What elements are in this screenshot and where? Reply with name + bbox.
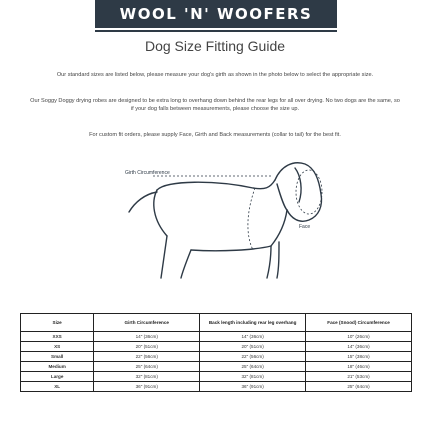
cell-back-length: 32" (81cm): [200, 372, 306, 382]
cell-back-length: 36" (91cm): [200, 382, 306, 392]
brand-underline: [95, 30, 337, 32]
header-back-length: Back length including rear leg overhang: [200, 314, 306, 332]
cell-back-length: 25" (64cm): [200, 362, 306, 372]
cell-face: 21" (53cm): [306, 372, 412, 382]
cell-back-length: 22" (56cm): [200, 352, 306, 362]
table-row: [21, 362, 412, 372]
cell-girth: 25" (64cm): [94, 362, 200, 372]
cell-size: XS: [21, 342, 94, 352]
cell-size: Large: [21, 372, 94, 382]
cell-girth: 14" (36cm): [94, 332, 200, 342]
cell-face: 14" (36cm): [306, 342, 412, 352]
table-header-row: [21, 314, 412, 332]
size-table: [20, 313, 412, 392]
header-face: Face (Snood) Circumference: [306, 314, 412, 332]
cell-girth: 20" (51cm): [94, 342, 200, 352]
table-row: [21, 342, 412, 352]
cell-size: XXS: [21, 332, 94, 342]
table-row: [21, 382, 412, 392]
cell-back-length: 20" (51cm): [200, 342, 306, 352]
cell-girth: 36" (91cm): [94, 382, 200, 392]
robe-info-paragraph: Our Soggy Doggy drying robes are designed to be extra long to overhang down behind the rear legs for all over drying. No two dogs are the same, so if your dog falls between measurements, please choose the size up.: [30, 98, 400, 112]
brand-name: WOOL 'N' WOOFERS: [119, 5, 313, 23]
table-row: [21, 372, 412, 382]
face-label: Face: [299, 224, 311, 230]
cell-girth: 22" (56cm): [94, 352, 200, 362]
cell-girth: 32" (81cm): [94, 372, 200, 382]
custom-fit-paragraph: For custom fit orders, please supply Face, Girth and Back measurements (collar to tail) for the best fit.: [89, 132, 341, 138]
girth-label: Girth Circumference: [125, 170, 170, 176]
measurement-diagram: [95, 150, 338, 285]
cell-face: 25" (64cm): [306, 382, 412, 392]
header-size: Size: [21, 314, 94, 332]
table-row: [21, 352, 412, 362]
cell-face: 18" (46cm): [306, 362, 412, 372]
cell-size: XL: [21, 382, 94, 392]
intro-paragraph: Our standard sizes are listed below, please measure your dog's girth as shown in the photo below to select the appropriate size.: [56, 72, 374, 78]
dog-sketch: [95, 150, 338, 285]
cell-back-length: 14" (36cm): [200, 332, 306, 342]
cell-face: 15" (38cm): [306, 352, 412, 362]
cell-size: Medium: [21, 362, 94, 372]
brand-logo: [95, 0, 337, 28]
header-girth: Girth Circumference: [94, 314, 200, 332]
cell-size: Small: [21, 352, 94, 362]
table-row: [21, 332, 412, 342]
page-title: Dog Size Fitting Guide: [144, 38, 286, 54]
cell-face: 10" (26cm): [306, 332, 412, 342]
